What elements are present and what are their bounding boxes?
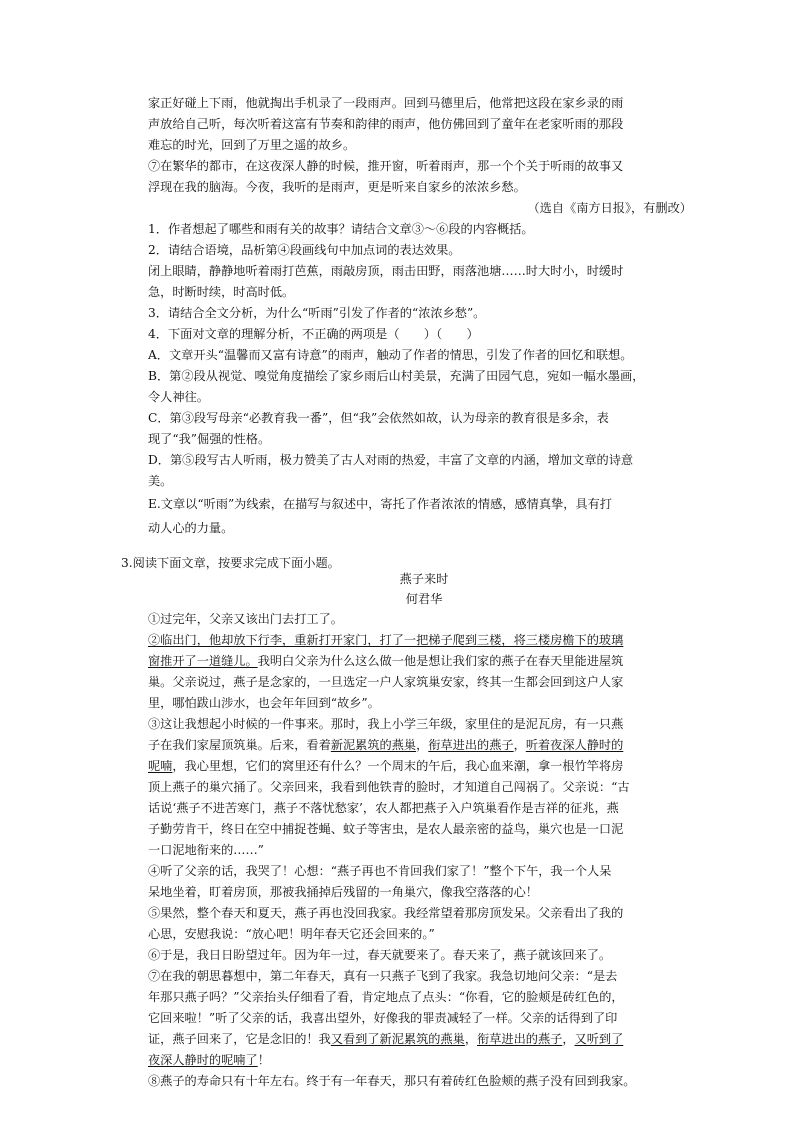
paragraph-7-line: 它回来啦！”听了父亲的话，我喜出望外，好像我的罪责减轻了一样。父亲的话得到了印: [148, 1011, 618, 1025]
paragraph-4-line: ④听了父亲的话，我哭了！心想：“燕子再也不肯回我们家了！”整个下午，我一个人呆: [148, 864, 612, 878]
option-c: C．第③段写母亲“必教育我一番”，但“我”会依然如故，认为母亲的教育很是多余，表: [148, 411, 609, 425]
passage-title: 燕子来时: [399, 572, 449, 586]
paragraph-2-line: 巢。父亲说过，燕子是念家的，一旦选定一户人家筑巢安家，终其一生都会回到这户人家: [148, 675, 624, 689]
underlined-phrase: 又听到了: [574, 1032, 624, 1046]
paragraph-3-line: ③这让我想起小时候的一件事来。那时，我上小学三年级，家里住的是泥瓦房，有一只燕: [148, 717, 624, 731]
paragraph-3-line: 子在我们家屋顶筑巢。后来，看着新泥累筑的燕巢，衔草进出的燕子，听着夜深人静时的: [148, 738, 624, 752]
paragraph-7-line: 年那只燕子吗？”父亲抬头仔细看了看，肯定地点了点头：“你看，它的脸颊是砖红色的，: [148, 990, 624, 1004]
passage-line: 浮现在我的脑海。今夜，我听的是雨声，更是听来自家乡的浓浓乡愁。: [148, 180, 526, 194]
option-c: 现了“我”倔强的性格。: [148, 432, 271, 446]
paragraph-7-line: 夜深人静时的呢喃了！: [148, 1053, 270, 1067]
passage-line: 难忘的时光，回到了万里之遥的故乡。: [148, 138, 356, 152]
option-a: A．文章开头“温馨而又富有诗意”的雨声，触动了作者的情思，引发了作者的回忆和联想。: [148, 348, 633, 362]
underlined-phrase: 听着夜深人静时的: [525, 738, 624, 752]
paragraph-1: ①过完年，父亲又该出门去打工了。: [148, 612, 343, 626]
paragraph-7-line: 证，燕子回来了，它是念旧的！我又看到了新泥累筑的燕巢，衔草进出的燕子，又听到了: [148, 1032, 624, 1046]
underlined-phrase: 呢喃: [148, 759, 173, 773]
option-e: E.文章以“听雨”为线索，在描写与叙述中，寄托了作者浓浓的情感，感情真挚，具有打: [148, 497, 612, 511]
quoted-sentence: 急，时断时续，时高时低。: [148, 285, 295, 299]
option-d: D．第⑤段写古人听雨，极力赞美了古人对雨的热爱，丰富了文章的内涵，增加文章的诗意: [148, 453, 634, 467]
paragraph-3-line: 话说‘燕子不进苦寒门，燕子不落忧愁家’，农人都把燕子入户筑巢看作是吉祥的征兆，燕: [148, 801, 619, 815]
paragraph-5-line: ⑤果然，整个春天和夏天，燕子再也没回我家。我经常望着那房顶发呆。父亲看出了我的: [148, 906, 624, 920]
option-b: 令人神往。: [148, 390, 209, 404]
passage-line: 声放给自己听，每次听着这富有节奏和韵律的雨声，他仿佛回到了童年在老家听雨的那段: [148, 117, 624, 131]
source-citation: （选自《南方日报》，有删改）: [527, 201, 692, 215]
paragraph-3-line: 顶上燕子的巢穴捅了。父亲回来，我看到他铁青的脸时，才知道自己闯祸了。父亲说：“古: [148, 780, 630, 794]
paragraph-8: ⑧燕子的寿命只有十年左右。终于有一年春天，那只有着砖红色脸颊的燕子没有回到我家。: [148, 1074, 636, 1088]
passage-line: ⑦在繁华的都市，在这夜深人静的时候，推开窗，听着雨声，那一个个关于听雨的故事又: [148, 159, 624, 173]
question-prompt: 3.阅读下面文章，按要求完成下面小题。: [121, 556, 340, 570]
paragraph-5-line: 心思，安慰我说：“放心吧！明年春天它还会回来的。”: [148, 927, 435, 941]
underlined-phrase: 夜深人静时的呢喃了: [148, 1053, 258, 1067]
paragraph-3-line: 一口泥地衔来的……”: [148, 843, 264, 857]
paragraph-6: ⑥于是，我日日盼望过年。因为年一过，春天就要来了。春天来了，燕子就该回来了。: [148, 948, 612, 962]
reading-passage: [148, 569, 700, 1092]
question-2: 2．请结合语境，品析第④段画线句中加点词的表达效果。: [148, 243, 461, 257]
paragraph-2-line: 里，哪怕跋山涉水，也会年年回到“故乡”。: [148, 696, 380, 710]
paragraph-3-line: 呢喃，我心里想，它们的窝里还有什么？一个周末的午后，我心血来潮，拿一根竹竿将房: [148, 759, 624, 773]
underlined-sentence: ②临出门，他却放下行李，重新打开家门，打了一把梯子爬到三楼，将三楼房檐下的玻璃: [148, 633, 624, 647]
underlined-phrase: 衔草进出的燕子: [477, 1032, 563, 1046]
paragraph-4-line: 呆地坐着，盯着房顶，那被我捅掉后残留的一角巢穴，像我空落落的心！: [148, 885, 538, 899]
underlined-sentence: 窗推开了一道缝儿。: [148, 654, 258, 668]
question-4: 4．下面对文章的理解分析，不正确的两项是（ ）（ ）: [148, 327, 479, 341]
option-b: B．第②段从视觉、嗅觉角度描绘了家乡雨后山村美景，充满了田园气息，宛如一幅水墨画，: [148, 369, 645, 383]
passage-author: 何君华: [405, 592, 443, 606]
option-e: 动人心的力量。: [148, 521, 234, 535]
option-d: 美。: [148, 474, 173, 488]
quoted-sentence: 闭上眼睛，静静地听着雨打芭蕉，雨敲房顶，雨击田野，雨落池塘……时大时小，时缓时: [148, 264, 624, 278]
paragraph-3-line: 子勤劳肯干，终日在空中捕捉苍蝇、蚊子等害虫，是农人最亲密的益鸟，巢穴也是一口泥: [148, 822, 624, 836]
paragraph-7-line: ⑦在我的朝思暮想中，第二年春天，真有一只燕子飞到了我家。我急切地问父亲：“是去: [148, 969, 618, 983]
underlined-phrase: 新泥累筑的燕巢: [330, 738, 417, 752]
underlined-phrase: 衔草进出的燕子: [428, 738, 514, 752]
passage-continuation: [148, 93, 700, 540]
underlined-phrase: 又看到了新泥累筑的燕巢: [330, 1032, 465, 1046]
passage-line: 家正好碰上下雨，他就掏出手机录了一段雨声。回到马德里后，他常把这段在家乡录的雨: [148, 96, 624, 110]
question-3: 3．请结合全文分析，为什么“听雨”引发了作者的“浓浓乡愁”。: [148, 306, 486, 320]
paragraph-2-line: 窗推开了一道缝儿。我明白父亲为什么这么做一他是想让我们家的燕子在春天里能进屋筑: [148, 654, 624, 668]
question-1: 1．作者想起了哪些和雨有关的故事？请结合文章③～⑥段的内容概括。: [148, 222, 534, 236]
